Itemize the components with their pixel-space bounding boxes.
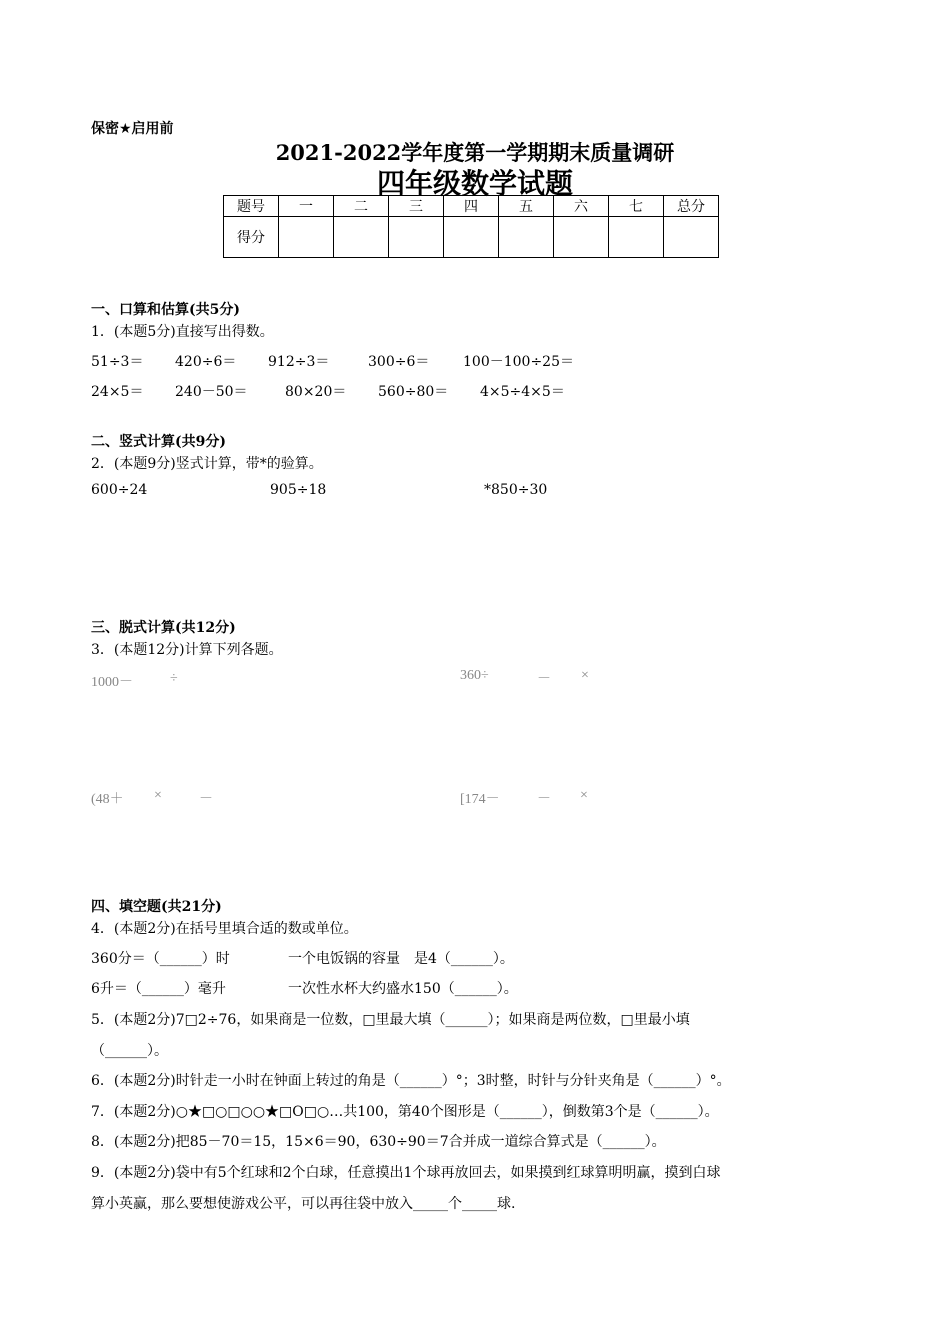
question-3: 3．(本题12分)计算下列各题。 [91,642,283,658]
score-header-cell: 三 [389,196,444,217]
score-table [223,195,719,258]
calc-item: 912÷3＝ [268,354,330,370]
score-input-cell[interactable] [554,217,609,258]
section-3-heading: 三、脱式计算(共12分) [91,620,236,636]
calc-item: 420÷6＝ [175,354,237,370]
calc-item: 51÷3＝ [91,354,144,370]
score-input-cell[interactable] [444,217,499,258]
question-6: 6．(本题2分)时针走一小时在钟面上转过的角是（______）°；3时整，时针与分针夹角是（______）°。 [91,1073,731,1089]
score-input-cell[interactable] [389,217,444,258]
question-5-continued: （______）。 [91,1043,168,1059]
expression-fragment: 1000－ [91,675,133,690]
vertical-calc-item: *850÷30 [484,482,548,498]
expression-fragment: × [581,668,589,683]
vertical-calc-item: 905÷18 [270,482,327,498]
calc-item: 300÷6＝ [368,354,430,370]
score-header-cell: 一 [279,196,334,217]
score-input-cell[interactable] [609,217,664,258]
question-9-continued: 算小英赢，那么要想使游戏公平，可以再往袋中放入_____个_____球. [91,1196,516,1212]
vertical-calc-item: 600÷24 [91,482,148,498]
expression-fragment: ÷ [170,671,178,686]
score-input-cell[interactable] [664,217,719,258]
calc-item: 240－50＝ [175,384,248,400]
confidential-label: 保密★启用前 [91,121,174,137]
section-2-heading: 二、竖式计算(共9分) [91,434,226,450]
fill-blank-item: 360分＝（______）时 [91,951,230,967]
score-label-cell: 得分 [224,217,279,258]
section-4-heading: 四、填空题(共21分) [91,899,222,915]
calc-item: 560÷80＝ [378,384,449,400]
fill-blank-item: 一次性水杯大约盛水150（______）。 [288,981,518,997]
score-header-cell: 四 [444,196,499,217]
section-1-heading: 一、口算和估算(共5分) [91,302,240,318]
score-header-cell: 二 [334,196,389,217]
score-header-cell: 五 [499,196,554,217]
score-table-score-row [224,217,719,258]
expression-fragment: － [537,672,551,687]
question-7: 7．(本题2分)○★□○□○○★□O□○…共100，第40个图形是（______），倒数第3个是（______）。 [91,1104,719,1120]
score-header-cell: 总分 [664,196,719,217]
score-input-cell[interactable] [499,217,554,258]
calc-item: 80×20＝ [285,384,347,400]
calc-item: 24×5＝ [91,384,144,400]
exam-subtitle: 四年级数学试题 [376,167,573,200]
expression-fragment: [174－ [460,792,500,807]
calc-item: 4×5÷4×5＝ [480,384,565,400]
question-4: 4．(本题2分)在括号里填合适的数或单位。 [91,921,358,937]
score-input-cell[interactable] [279,217,334,258]
fill-blank-item: 6升＝（______）毫升 [91,981,226,997]
score-table-header-row [224,196,719,217]
score-header-cell: 七 [609,196,664,217]
score-header-cell: 题号 [224,196,279,217]
expression-fragment: － [199,792,213,807]
exam-title: 2021-2022学年度第一学期期末质量调研 [275,140,675,165]
question-9: 9．(本题2分)袋中有5个红球和2个白球，任意摸出1个球再放回去，如果摸到红球算明明赢，摸到白球 [91,1165,721,1181]
expression-fragment: 360÷ [460,668,489,683]
expression-fragment: × [154,788,162,803]
question-5: 5．(本题2分)7□2÷76，如果商是一位数，□里最大填（______）；如果商是两位数，□里最小填 [91,1012,690,1028]
question-2: 2．(本题9分)竖式计算，带*的验算。 [91,456,323,472]
fill-blank-item: 一个电饭锅的容量 是4（______）。 [288,951,514,967]
question-8: 8．(本题2分)把85－70＝15，15×6＝90，630÷90＝7合并成一道综合算式是（______）。 [91,1134,666,1150]
question-1: 1．(本题5分)直接写出得数。 [91,324,274,340]
score-header-cell: 六 [554,196,609,217]
expression-fragment: (48＋ [91,792,124,807]
expression-fragment: － [537,792,551,807]
calc-item: 100－100÷25＝ [463,354,574,370]
expression-fragment: × [580,788,588,803]
score-input-cell[interactable] [334,217,389,258]
